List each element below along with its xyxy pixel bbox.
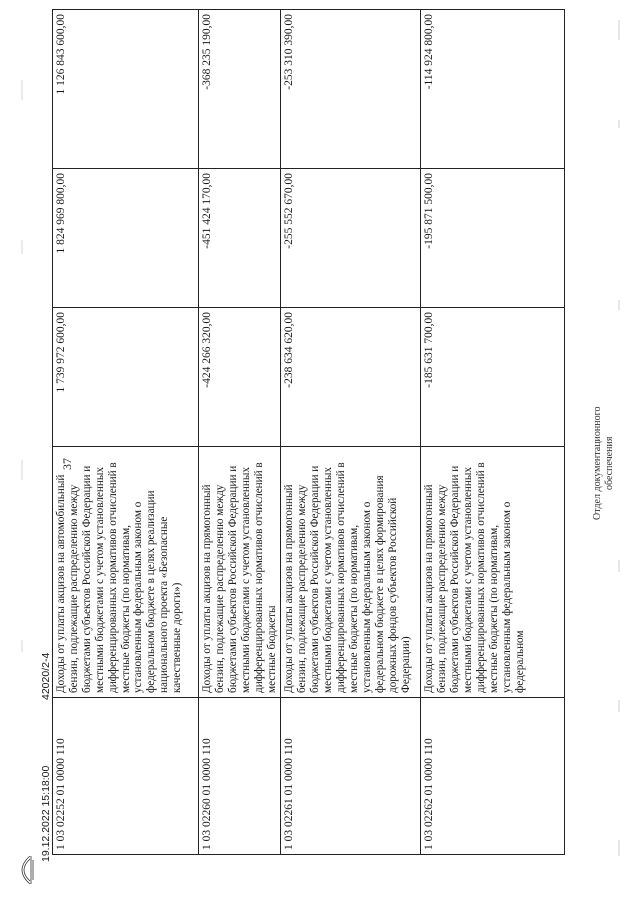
value-cell-2: -195 871 500,00 bbox=[421, 169, 565, 308]
budget-revenue-table bbox=[52, 9, 565, 855]
value-cell-1: -424 266 320,00 bbox=[199, 308, 281, 447]
revenue-description: Доходы от уплаты акцизов на прямогонный бензин, подлежащие распределению между бюджетами субъектов Российской Федерации и местными бюджетами с учетом установленных дифференцированных нормативов отчислений в местные бюджеты (по нормативам, установленным федеральным законом о федеральном бюджете в целях формирования дорожных фондов субъектов Российской Федерации) bbox=[283, 462, 412, 693]
table-row bbox=[281, 10, 421, 855]
scan-margin-marks-left bbox=[18, 40, 26, 820]
value-cell-2: -451 424 170,00 bbox=[199, 169, 281, 308]
rotated-table-container bbox=[52, 14, 564, 855]
revenue-description-cell bbox=[53, 447, 199, 698]
value-cell-1: -185 631 700,00 bbox=[421, 308, 565, 447]
revenue-description: Доходы от уплаты акцизов на прямогонный бензин, подлежащие распределению между бюджетами субъектов Российской Федерации и местными бюджетами с учетом установленных дифференцированных нормативов отчислений в местные бюджеты bbox=[201, 462, 278, 693]
revenue-description-cell bbox=[421, 447, 565, 698]
revenue-code-cell: 1 03 02261 01 0000 110 bbox=[281, 698, 421, 855]
stamp-line: обеспечения bbox=[604, 436, 615, 490]
revenue-code-cell: 1 03 02260 01 0000 110 bbox=[199, 698, 281, 855]
seal-logo-icon bbox=[14, 852, 34, 888]
scan-margin-marks bbox=[612, 0, 626, 905]
revenue-description: Доходы от уплаты акцизов на автомобильный бензин, подлежащие распределению между бюджетами субъектов Российской Федерации и местными бюджетами с учетом установленных дифференцированных нормативов отчислений в местные бюджеты (по нормативам, установленным федеральным законом о федеральном бюджете в целях реализации национального проекта «Безопасные качественные дороги») bbox=[55, 462, 184, 693]
revenue-code-cell: 1 03 02252 01 0000 110 bbox=[53, 698, 199, 855]
revenue-description-cell bbox=[281, 447, 421, 698]
value-cell-1: 1 739 972 600,00 bbox=[53, 308, 199, 447]
value-cell-3: -253 310 390,00 bbox=[281, 10, 421, 169]
value-cell-3: 1 126 843 600,00 bbox=[53, 10, 199, 169]
table-row bbox=[199, 10, 281, 855]
stamp-line: Отдел документационного bbox=[592, 406, 603, 520]
value-cell-2: 1 824 969 800,00 bbox=[53, 169, 199, 308]
footer-document-code: 42020/2-4 bbox=[40, 652, 52, 700]
page-number: 37 bbox=[60, 458, 74, 470]
value-cell-2: -255 552 670,00 bbox=[281, 169, 421, 308]
table-row bbox=[53, 10, 199, 855]
revenue-description: Доходы от уплаты акцизов на прямогонный бензин, подлежащие распределению между бюджетами субъектов Российской Федерации и местными бюджетами с учетом установленных дифференцированных нормативов отчислений в местные бюджеты (по нормативам, установленным федеральным законом о федеральном bbox=[423, 462, 526, 693]
table-row bbox=[421, 10, 565, 855]
revenue-code-cell: 1 03 02262 01 0000 110 bbox=[421, 698, 565, 855]
value-cell-1: -238 634 620,00 bbox=[281, 308, 421, 447]
footer-timestamp: 19.12.2022 15:18:00 bbox=[40, 765, 52, 862]
value-cell-3: -114 924 800,00 bbox=[421, 10, 565, 169]
value-cell-3: -368 235 190,00 bbox=[199, 10, 281, 169]
revenue-description-cell bbox=[199, 447, 281, 698]
